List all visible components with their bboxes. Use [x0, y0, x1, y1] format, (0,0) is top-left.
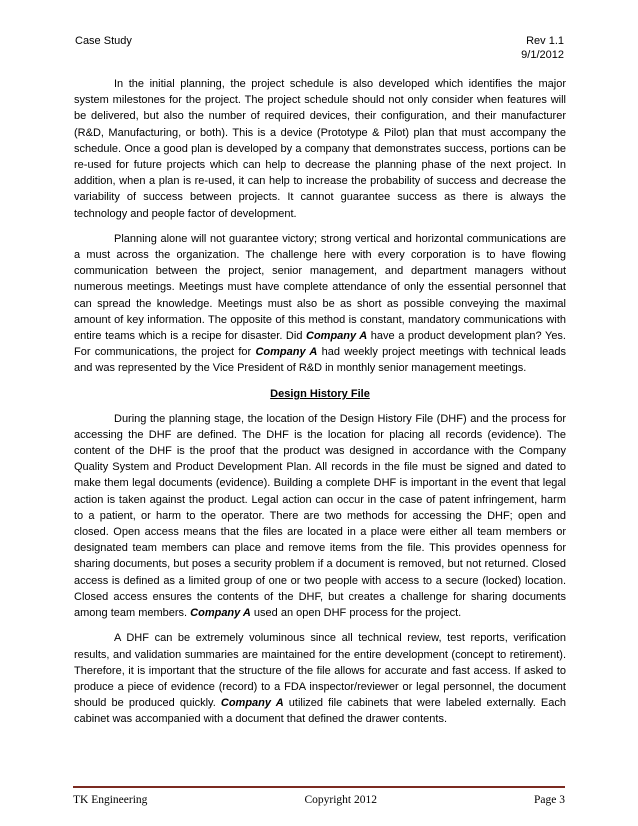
paragraph-text: In the initial planning, the project schedule is also developed which identifies the major system milestones for the project. The project schedule should not only consider when features will be delivered, but also the number of required devices, their configuration, and their manufacturer (R&D, Manufacturing, or both). This is a device (Prototype & Pilot) plan that must accompany the schedule. Once a good plan is developed by a company that demonstrates success, portions can be re-used for future projects which can help to decrease the planning phase of the next project. In addition, when a plan is re-used, it can help to increase the probability of success and decrease the variability of success between projects. It cannot guarantee success as there is always the technology and people factor of development. — [74, 78, 566, 220]
paragraph-text: utilized file cabinets that were labeled externally. Each cabinet was accompanied with a document that defined the drawer contents. — [74, 697, 566, 726]
company-name: Company A — [190, 607, 251, 620]
company-name: Company A — [306, 330, 368, 343]
paragraph-text: A DHF can be extremely voluminous since all technical review, test reports, verification results, and validation summaries are maintained for the entire development (concept to retirement). Therefore, it is important that the structure of the file allows for accurate and fast access. If asked to produce a piece of evidence (record) to a FDA inspector/reviewer or legal personnel, the document should be produced quickly. — [74, 632, 566, 710]
paragraph-communication — [74, 231, 566, 377]
paragraph-text: Planning alone will not guarantee victory; strong vertical and horizontal communications are a must across the organization. The challenge here with every corporation is to have flowing communication between the project, senior management, and department managers without numerous meetings. Meetings must have complete attendance of only the essential personnel that can spread the knowledge. Meetings must also be as short as possible conveying the maximal amount of key information. The opposite of this method is constant, mandatory communications with entire teams which is a recipe for disaster. Did — [74, 232, 566, 343]
section-heading: Design History File — [270, 387, 370, 400]
header-revision-block — [521, 34, 564, 62]
header-title: Case Study — [75, 35, 132, 47]
company-name: Company A — [220, 697, 284, 710]
company-name: Company A — [255, 346, 318, 359]
footer-page-number: Page 3 — [534, 794, 565, 806]
paragraph-planning — [74, 76, 566, 222]
footer-company: TK Engineering — [73, 794, 148, 806]
header-date: 9/1/2012 — [521, 49, 564, 61]
paragraph-dhf-definition — [74, 411, 566, 622]
paragraph-dhf-volume — [74, 630, 566, 727]
page-footer — [73, 786, 565, 807]
header-revision: Rev 1.1 — [526, 35, 564, 47]
paragraph-text: have a product development plan? Yes. For communications, the project for — [74, 330, 566, 359]
footer-copyright: Copyright 2012 — [304, 794, 377, 806]
paragraph-text: used an open DHF process for the project. — [250, 607, 462, 620]
paragraph-text: had weekly project meetings with technical leads and was represented by the Vice President of R&D in monthly senior management meetings. — [74, 346, 566, 375]
document-body — [74, 76, 566, 737]
paragraph-text: During the planning stage, the location of the Design History File (DHF) and the process for accessing the DHF are defined. The DHF is the location for placing all records (evidence). The content of the DHF is the proof that the product was designed in accordance with the Company Quality System and Product Development Plan. All records in the file must be signed and dated to make them legal documents (evidence). Building a complete DHF is important in the event that legal action is taken against the product. Legal action can occur in the case of patent infringement, harm to a patient, or harm to the operator. There are two methods for accessing the DHF; open and closed. Open access means that the files are located in a place were either all team members or designated team members can place and remove items from the file. This provides openness for sharing documents, but poses a security problem if a document is removed, but not returned. Closed access is defined as a limited group of one or two people with access to a secure (locked) location. Closed access ensures the contents of the DHF, but creates a challenge for sharing documents among team members. — [74, 412, 566, 620]
